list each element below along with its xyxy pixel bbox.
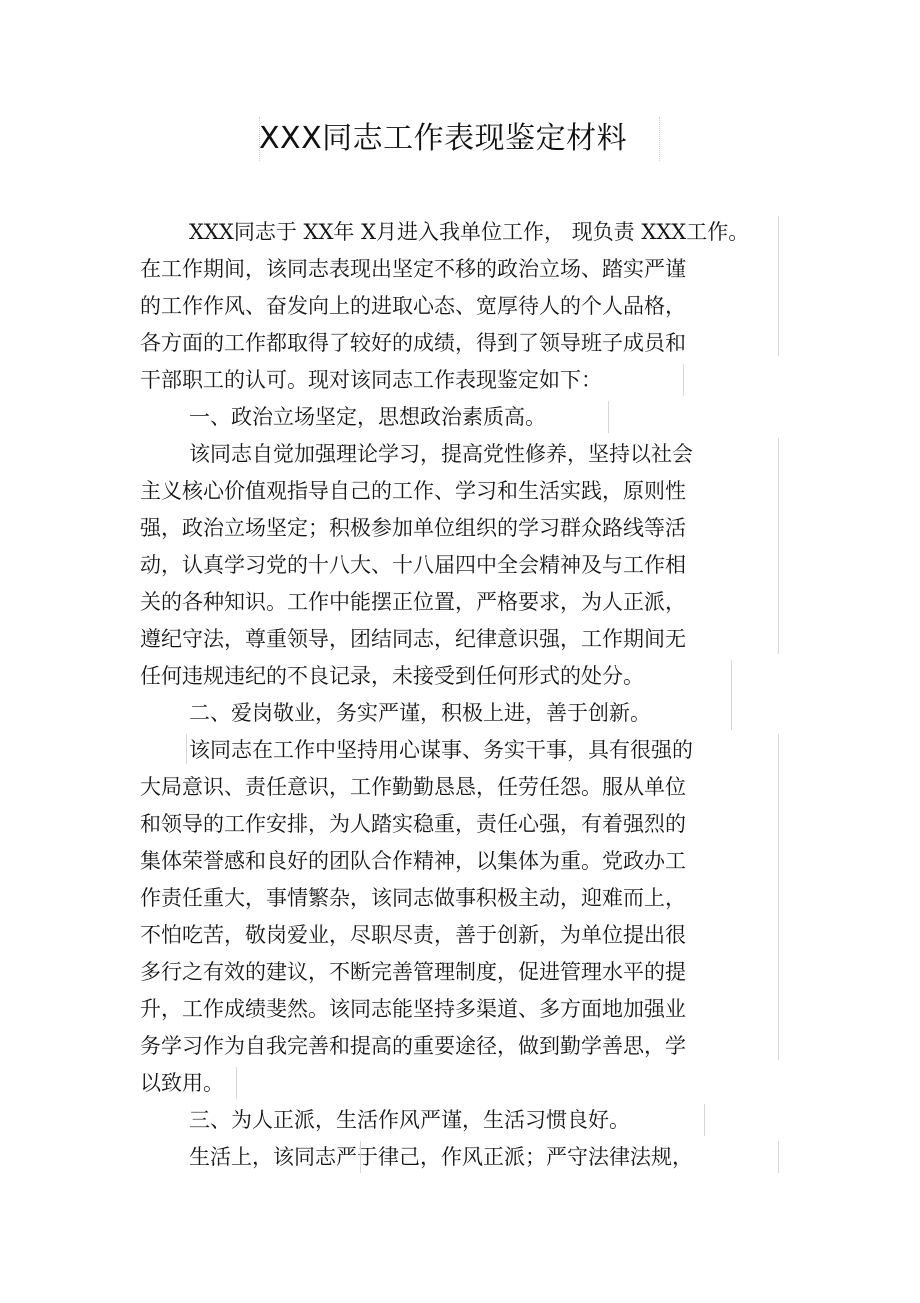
column-guide xyxy=(778,734,779,1060)
column-guide xyxy=(778,1141,779,1173)
body-line: 大局意识、责任意识，工作勤勤恳恳，任劳任怨。服从单位 xyxy=(140,775,686,799)
body-line: 以致用。 xyxy=(140,1071,224,1095)
body-line: 该同志在工作中坚持用心谋事、务实干事，具有很强的 xyxy=(189,738,693,762)
title-left-guide xyxy=(259,117,260,161)
body-line: 集体荣誉感和良好的团队合作精神，以集体为重。党政办工 xyxy=(140,849,686,873)
title-right-guide xyxy=(659,117,660,161)
column-guide xyxy=(608,401,609,433)
section-heading: 三、为人正派，生活作风严谨，生活习惯良好。 xyxy=(189,1108,630,1132)
body-line: 遵纪守法，尊重领导，团结同志，纪律意识强，工作期间无 xyxy=(140,627,686,651)
document-title: XXX同志工作表现鉴定材料 xyxy=(259,121,628,156)
body-line: 务学习作为自我完善和提高的重要途径，做到勤学善思，学 xyxy=(140,1034,686,1058)
body-line: 升，工作成绩斐然。该同志能坚持多渠道、多方面地加强业 xyxy=(140,997,686,1021)
body-line: 任何违规违纪的不良记录，未接受到任何形式的处分。 xyxy=(140,664,644,688)
body-line: XXX同志于 XX年 X月进入我单位工作， 现负责 XXX工作。 xyxy=(189,220,750,244)
column-guide xyxy=(778,216,779,356)
body-line: 的工作作风、奋发向上的进取心态、宽厚待人的个人品格， xyxy=(140,294,686,318)
body-line: 主义核心价值观指导自己的工作、学习和生活实践，原则性 xyxy=(140,479,686,503)
column-guide xyxy=(704,1104,705,1136)
column-guide xyxy=(731,660,732,730)
body-line: 在工作期间，该同志表现出坚定不移的政治立场、踏实严谨 xyxy=(140,257,686,281)
column-guide xyxy=(186,734,187,764)
body-line: 生活上，该同志严于律己，作风正派；严守法律法规， xyxy=(189,1145,693,1169)
body-line: 作责任重大，事情繁杂，该同志做事积极主动，迎难而上， xyxy=(140,886,686,910)
body-line: 多行之有效的建议，不断完善管理制度，促进管理水平的提 xyxy=(140,960,686,984)
column-guide xyxy=(778,438,779,654)
column-guide xyxy=(236,1067,237,1099)
body-line: 关的各种知识。工作中能摆正位置，严格要求，为人正派， xyxy=(140,590,686,614)
body-line: 和领导的工作安排，为人踏实稳重，责任心强，有着强烈的 xyxy=(140,812,686,836)
section-heading: 二、爱岗敬业，务实严谨，积极上进，善于创新。 xyxy=(189,701,651,725)
body-line: 强，政治立场坚定；积极参加单位组织的学习群众路线等活 xyxy=(140,516,686,540)
body-line: 不怕吃苦，敬岗爱业，尽职尽责，善于创新，为单位提出很 xyxy=(140,923,686,947)
column-guide xyxy=(683,364,684,396)
body-line: 干部职工的认可。现对该同志工作表现鉴定如下： xyxy=(140,368,602,392)
body-line: 各方面的工作都取得了较好的成绩，得到了领导班子成员和 xyxy=(140,331,686,355)
section-heading: 一、政治立场坚定，思想政治素质高。 xyxy=(189,405,546,429)
body-line: 该同志自觉加强理论学习，提高党性修养，坚持以社会 xyxy=(189,442,693,466)
body-line: 动，认真学习党的十八大、十八届四中全会精神及与工作相 xyxy=(140,553,686,577)
column-guide xyxy=(360,1141,361,1173)
